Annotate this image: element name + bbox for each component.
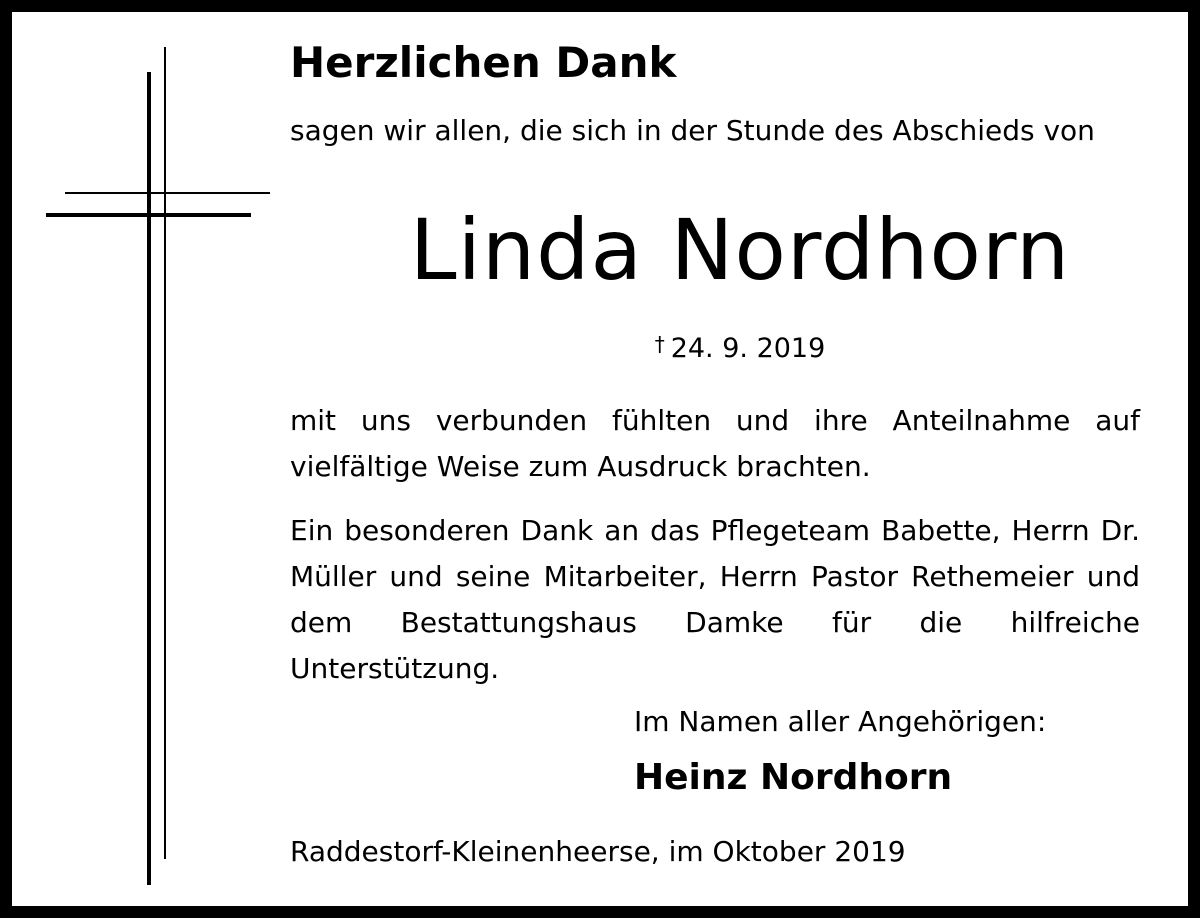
signer-name: Heinz Nordhorn bbox=[634, 757, 953, 798]
cross-vertical-thin-line bbox=[164, 47, 166, 859]
obituary-notice bbox=[12, 12, 1188, 906]
dagger-icon: † bbox=[654, 332, 665, 356]
thanks-paragraph: mit uns verbunden fühlten und ihre Anteilnahme auf vielfältige Weise zum Ausdruck brachten. bbox=[290, 404, 1140, 483]
notice-heading: Herzlichen Dank bbox=[290, 38, 677, 87]
death-date: 24. 9. 2019 bbox=[670, 333, 826, 364]
place-date: Raddestorf-Kleinenheerse, im Oktober 2019 bbox=[290, 835, 906, 868]
closing-line: Im Namen aller Angehörigen: bbox=[634, 705, 1047, 738]
intro-text: sagen wir allen, die sich in der Stunde des Abschieds von bbox=[290, 114, 1095, 147]
death-date-line bbox=[12, 334, 1188, 362]
special-thanks-paragraph: Ein besonderen Dank an das Pflegeteam Babette, Herrn Dr. Müller und seine Mitarbeiter, Herrn Pastor Rethemeier und dem Bestattungshaus Damke für die hilfreiche Unterstützung. bbox=[290, 514, 1140, 685]
deceased-name: Linda Nordhorn bbox=[409, 201, 1071, 299]
cross-horizontal-thin-line bbox=[65, 192, 270, 194]
